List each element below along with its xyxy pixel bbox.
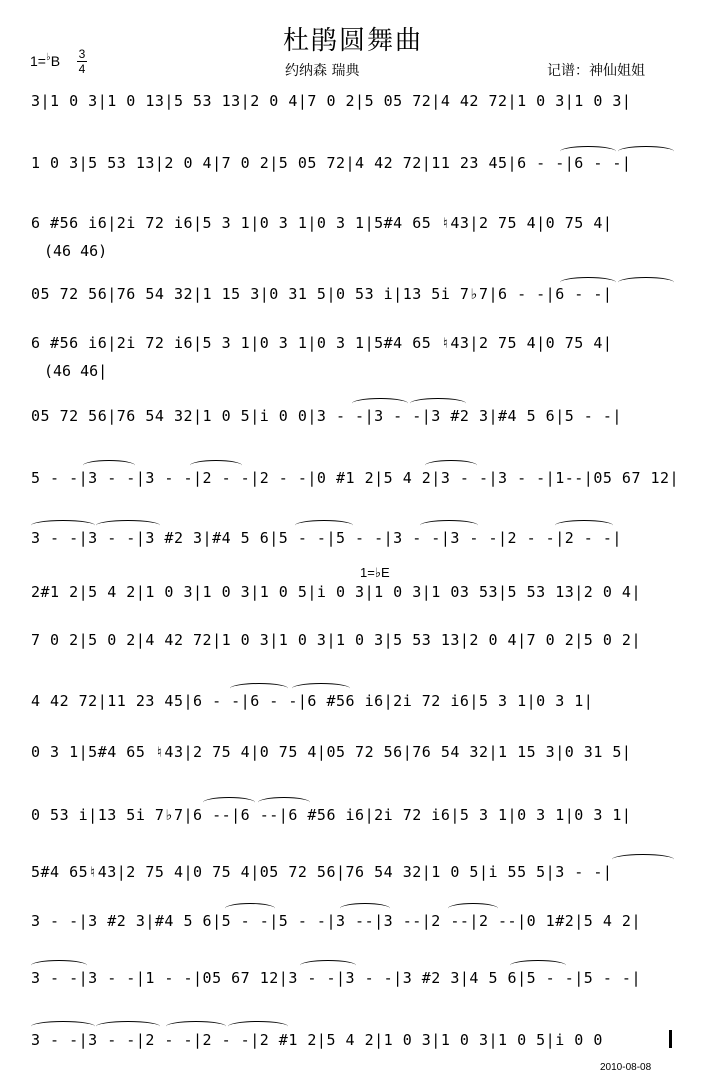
score-line-16: 3 - -|3 - -|1 - -|05 67 12|3 - -|3 - -|3 #2 3|4 5 6|5 - -|5 - -|: [31, 969, 641, 987]
score-line-11: 4 42 72|11 23 45|6 - -|6 - -|6 #56 i6|2i 72 i6|5 3 1|0 3 1|: [31, 692, 594, 710]
slur: [448, 903, 498, 914]
slur: [31, 1021, 95, 1032]
slur: [510, 960, 566, 971]
slur: [352, 398, 408, 409]
slur: [340, 903, 390, 914]
slur: [295, 520, 353, 531]
slur: [560, 277, 616, 288]
slur: [230, 683, 288, 694]
slur: [292, 683, 350, 694]
score-line-6: 05 72 56|76 54 32|1 0 5|i 0 0|3 - -|3 - -|3 #2 3|#4 5 6|5 - -|: [31, 407, 622, 425]
slur: [228, 1021, 288, 1032]
final-barline: [669, 1030, 672, 1048]
composer: 约纳森 瑞典: [285, 63, 360, 79]
slur: [31, 960, 87, 971]
score-line-8: 3 - -|3 - -|3 #2 3|#4 5 6|5 - -|5 - -|3 - -|3 - -|2 - -|2 - -|: [31, 529, 622, 547]
time-bottom: 4: [78, 62, 86, 76]
score-line-3: 6 #56 i6|2i 72 i6|5 3 1|0 3 1|0 3 1|5#4 65 ♮43|2 75 4|0 75 4|: [31, 214, 613, 232]
score-line-10: 7 0 2|5 0 2|4 42 72|1 0 3|1 0 3|1 0 3|5 53 13|2 0 4|7 0 2|5 0 2|: [31, 631, 641, 649]
score-line-1: 3|1 0 3|1 0 13|5 53 13|2 0 4|7 0 2|5 05 72|4 42 72|1 0 3|1 0 3|: [31, 92, 632, 110]
slur: [83, 460, 135, 471]
slur: [190, 460, 242, 471]
song-title: 杜鹃圆舞曲: [282, 26, 423, 56]
score-line-2: 1 0 3|5 53 13|2 0 4|7 0 2|5 05 72|4 42 72|11 23 45|6 - -|6 - -|: [31, 154, 632, 172]
score-line-13: 0 53 i|13 5i 7♭7|6 --|6 --|6 #56 i6|2i 72 i6|5 3 1|0 3 1|0 3 1|: [31, 806, 632, 824]
score-line-14: 5#4 65♮43|2 75 4|0 75 4|05 72 56|76 54 32|1 0 5|i 55 5|3 - -|: [31, 863, 613, 881]
slur: [618, 146, 674, 157]
key-change: 1=♭E: [360, 565, 390, 580]
score-line-17: 3 - -|3 - -|2 - -|2 - -|2 #1 2|5 4 2|1 0 3|1 0 3|1 0 5|i 0 0: [31, 1031, 603, 1049]
score-line-15: 3 - -|3 #2 3|#4 5 6|5 - -|5 - -|3 --|3 --|2 --|2 --|0 1#2|5 4 2|: [31, 912, 641, 930]
slur: [555, 520, 613, 531]
slur: [300, 960, 356, 971]
slur: [96, 520, 160, 531]
score-line-5: 6 #56 i6|2i 72 i6|5 3 1|0 3 1|0 3 1|5#4 65 ♮43|2 75 4|0 75 4|: [31, 334, 613, 352]
slur: [166, 1021, 226, 1032]
score-line-12: 0 3 1|5#4 65 ♮43|2 75 4|0 75 4|05 72 56|76 54 32|1 15 3|0 31 5|: [31, 743, 632, 761]
score-subline-1: (46 46): [44, 242, 108, 260]
slur: [420, 520, 478, 531]
slur: [258, 797, 310, 808]
key-signature: [30, 52, 60, 69]
score-line-4: 05 72 56|76 54 32|1 15 3|0 31 5|0 53 i|13 5i 7♭7|6 - -|6 - -|: [31, 285, 613, 303]
slur: [425, 460, 477, 471]
score-line-7: 5 - -|3 - -|3 - -|2 - -|2 - -|0 #1 2|5 4 2|3 - -|3 - -|1--|05 67 12|: [31, 469, 680, 487]
time-signature: [76, 48, 88, 75]
key-note: B: [50, 53, 61, 69]
slur: [225, 903, 275, 914]
time-top: 3: [78, 47, 86, 61]
slur: [618, 277, 674, 288]
slur: [31, 520, 95, 531]
slur: [410, 398, 466, 409]
score-subline-2: (46 46|: [44, 362, 108, 380]
transcriber: 记谱：神仙姐姐: [547, 63, 645, 79]
slur: [203, 797, 255, 808]
key-prefix: 1=: [30, 53, 46, 69]
score-line-9: 2#1 2|5 4 2|1 0 3|1 0 3|1 0 5|i 0 3|1 0 3|1 03 53|5 53 13|2 0 4|: [31, 583, 641, 601]
slur: [560, 146, 616, 157]
slur: [96, 1021, 160, 1032]
key-flat: ♭: [45, 52, 51, 63]
date-stamp: 2010-08-08: [600, 1062, 652, 1073]
slur: [612, 854, 674, 865]
